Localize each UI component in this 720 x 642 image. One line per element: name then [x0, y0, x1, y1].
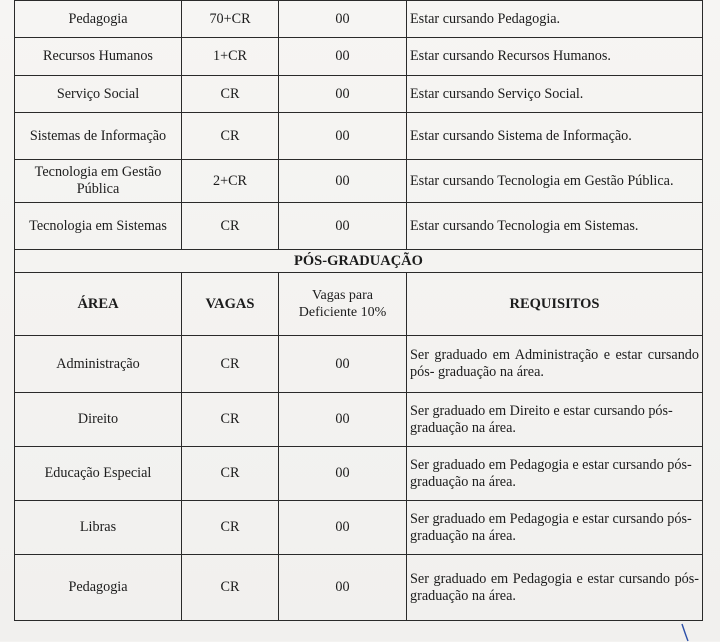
- table-row: [15, 336, 703, 393]
- requisito-cell: Estar cursando Sistema de Informação.: [407, 113, 703, 160]
- area-cell: Sistemas de Informação: [15, 113, 182, 160]
- deficiente-cell: 00: [279, 447, 407, 501]
- requisito-cell: Estar cursando Pedagogia.: [407, 1, 703, 38]
- area-cell: Direito: [15, 393, 182, 447]
- table-row: [15, 38, 703, 76]
- vagas-cell: CR: [182, 113, 279, 160]
- header-area: ÁREA: [15, 273, 182, 336]
- area-cell: Tecnologia em Gestão Pública: [15, 160, 182, 203]
- vagas-cell: CR: [182, 555, 279, 621]
- requisito-cell: Ser graduado em Pedagogia e estar cursando pós- graduação na área.: [407, 447, 703, 501]
- requisito-cell: Estar cursando Tecnologia em Sistemas.: [407, 203, 703, 250]
- table-row: [15, 203, 703, 250]
- header-requisitos: REQUISITOS: [407, 273, 703, 336]
- vagas-cell: 70+CR: [182, 1, 279, 38]
- vagas-cell: CR: [182, 501, 279, 555]
- vagas-cell: CR: [182, 203, 279, 250]
- area-cell: Pedagogia: [15, 1, 182, 38]
- requisito-cell: Ser graduado em Administração e estar cursando pós- graduação na área.: [407, 336, 703, 393]
- pen-mark-icon: [676, 622, 706, 642]
- table-row: [15, 501, 703, 555]
- requisito-cell: Estar cursando Recursos Humanos.: [407, 38, 703, 76]
- deficiente-cell: 00: [279, 1, 407, 38]
- deficiente-cell: 00: [279, 38, 407, 76]
- deficiente-cell: 00: [279, 501, 407, 555]
- vagas-cell: CR: [182, 336, 279, 393]
- header-vagas: VAGAS: [182, 273, 279, 336]
- area-cell: Educação Especial: [15, 447, 182, 501]
- area-cell: Administração: [15, 336, 182, 393]
- vagas-cell: 1+CR: [182, 38, 279, 76]
- deficiente-cell: 00: [279, 555, 407, 621]
- vagas-cell: CR: [182, 447, 279, 501]
- vagas-cell: 2+CR: [182, 160, 279, 203]
- area-cell: Recursos Humanos: [15, 38, 182, 76]
- area-cell: Serviço Social: [15, 76, 182, 113]
- header-deficiente: Vagas para Deficiente 10%: [279, 273, 407, 336]
- deficiente-cell: 00: [279, 76, 407, 113]
- vagas-cell: CR: [182, 393, 279, 447]
- table-row: [15, 555, 703, 621]
- section-title: PÓS-GRADUAÇÃO: [15, 250, 703, 273]
- deficiente-cell: 00: [279, 113, 407, 160]
- requisito-cell: Ser graduado em Pedagogia e estar cursando pós- graduação na área.: [407, 555, 703, 621]
- section-title-row: [15, 250, 703, 273]
- table-row: [15, 113, 703, 160]
- deficiente-cell: 00: [279, 393, 407, 447]
- table-row: [15, 393, 703, 447]
- table-row: [15, 447, 703, 501]
- requisito-cell: Ser graduado em Pedagogia e estar cursando pós- graduação na área.: [407, 501, 703, 555]
- vagas-cell: CR: [182, 76, 279, 113]
- requisito-cell: Estar cursando Serviço Social.: [407, 76, 703, 113]
- deficiente-cell: 00: [279, 160, 407, 203]
- area-cell: Libras: [15, 501, 182, 555]
- deficiente-cell: 00: [279, 203, 407, 250]
- area-cell: Tecnologia em Sistemas: [15, 203, 182, 250]
- table-row: [15, 160, 703, 203]
- deficiente-cell: 00: [279, 336, 407, 393]
- table-row: [15, 76, 703, 113]
- table-row: [15, 1, 703, 38]
- area-cell: Pedagogia: [15, 555, 182, 621]
- requisito-cell: Ser graduado em Direito e estar cursando pós-graduação na área.: [407, 393, 703, 447]
- vagas-table: [14, 0, 703, 621]
- requisito-cell: Estar cursando Tecnologia em Gestão Pública.: [407, 160, 703, 203]
- header-row: [15, 273, 703, 336]
